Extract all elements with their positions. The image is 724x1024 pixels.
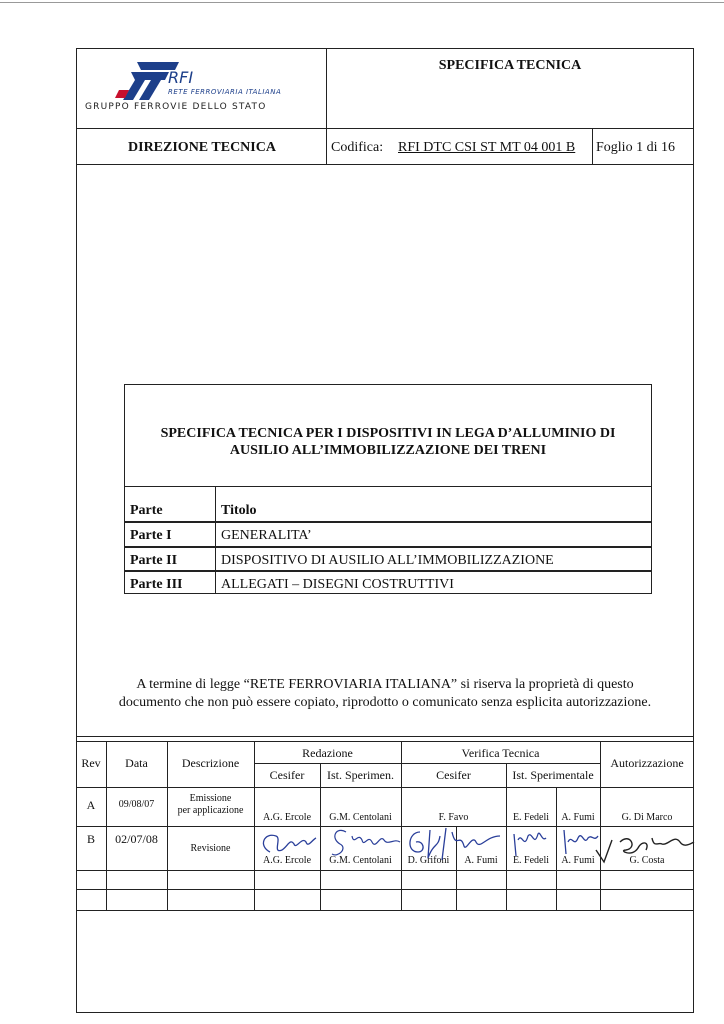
rev-b-red-ist: G.M. Centolani (329, 855, 392, 866)
logo-subtitle: RETE FERROVIARIA ITALIANA (168, 88, 282, 96)
logo-group: GRUPPO FERROVIE DELLO STATO (85, 102, 267, 112)
sheet-number: Foglio 1 di 16 (596, 140, 675, 155)
rev-b-descrizione: Revisione (190, 843, 231, 854)
parts-table-top (124, 486, 652, 487)
rev-subheader-cesifer-2: Cesifer (436, 768, 471, 782)
rev-b-ver-cesifer-1: D. Grifoni (407, 855, 450, 866)
rev-table-top-outer (76, 736, 694, 737)
ownership-notice (90, 676, 680, 712)
parts-header-part: Parte (130, 503, 163, 518)
rev-col-6 (506, 763, 507, 910)
rev-header-data: Data (125, 756, 148, 770)
document-title-line2: AUSILIO ALL’IMMOBILIZZAZIONE DEI TRENI (229, 443, 547, 458)
rev-subheader-rule (254, 763, 600, 764)
parts-row-1-part: Parte I (130, 528, 172, 543)
header-col-divider-2 (592, 128, 593, 164)
signature-red-ist (322, 824, 402, 862)
parts-row-3-title: ALLEGATI – DISEGNI COSTRUTTIVI (221, 577, 454, 592)
rev-header-rev: Rev (81, 756, 101, 770)
parts-row-1-title: GENERALITA’ (221, 528, 312, 543)
rev-a-ver-ist-2: A. Fumi (561, 812, 595, 823)
rev-header-verifica: Verifica Tecnica (461, 746, 540, 760)
rev-a-descrizione-line2: per applicazione (177, 805, 244, 816)
rev-subheader-ist-sperimentale: Ist. Sperimentale (512, 768, 594, 782)
signature-ver-cesifer (402, 822, 506, 864)
rev-b-ver-cesifer-2: A. Fumi (464, 855, 498, 866)
spec-title: SPECIFICA TECNICA (438, 58, 582, 73)
page-top-edge (0, 2, 724, 3)
document-title (124, 425, 652, 459)
rev-b-red-cesifer: A.G. Ercole (262, 855, 312, 866)
parts-col-divider (215, 486, 216, 594)
rev-b-ver-ist-1: E. Fedeli (512, 855, 550, 866)
parts-header-title: Titolo (221, 503, 257, 518)
codifica-label: Codifica: (331, 140, 384, 155)
header-bottom-rule (76, 164, 694, 165)
rev-a-data: 09/08/07 (118, 799, 155, 810)
parts-row-3-part: Parte III (130, 577, 183, 592)
direction-title: DIREZIONE TECNICA (128, 140, 276, 155)
rev-a-ver-cesifer: F. Favo (438, 812, 469, 823)
rev-b-rev: B (86, 832, 95, 846)
rev-a-red-cesifer: A.G. Ercole (262, 812, 312, 823)
parts-row-2-title: DISPOSITIVO DI AUSILIO ALL’IMMOBILIZZAZIONE (221, 553, 554, 568)
rev-row-b-bottom (76, 870, 694, 871)
document-title-line1: SPECIFICA TECNICA PER I DISPOSITIVI IN LEGA D’ALLUMINIO DI (160, 426, 616, 441)
parts-row-2-part: Parte II (130, 553, 178, 568)
rev-header-redazione: Redazione (302, 746, 353, 760)
rev-a-ver-ist-1: E. Fedeli (512, 812, 550, 823)
signature-autorizzazione (592, 828, 696, 868)
rev-b-autorizzazione: G. Costa (629, 855, 665, 866)
rev-header-bottom (76, 787, 694, 788)
parts-row-rule-1 (124, 546, 652, 548)
rev-header-autorizzazione: Autorizzazione (610, 756, 684, 770)
notice-line2: documento che non può essere copiato, riprodotto o comunicato senza esplicita autorizzazione. (118, 695, 652, 710)
rev-subheader-ist-sperimen: Ist. Sperimen. (327, 768, 394, 782)
signature-red-cesifer (256, 826, 320, 862)
rev-row-empty-1-bottom (76, 889, 694, 890)
rev-subheader-cesifer: Cesifer (269, 768, 305, 782)
header-divider (76, 128, 694, 129)
signature-ver-ist-1 (508, 826, 554, 860)
codifica-value: RFI DTC CSI ST MT 04 001 B (398, 140, 576, 155)
rev-a-autorizzazione: G. Di Marco (621, 812, 673, 823)
rev-col-4 (320, 763, 321, 910)
logo-brand: RFI (168, 68, 194, 87)
rev-a-red-ist: G.M. Centolani (329, 812, 392, 823)
rev-header-descrizione: Descrizione (181, 756, 240, 770)
rev-a-descrizione (167, 793, 254, 817)
rev-b-ver-ist-2: A. Fumi (561, 855, 595, 866)
rev-b-data: 02/07/08 (115, 832, 158, 846)
rev-a-rev: A (86, 798, 96, 812)
notice-line1: A termine di legge “RETE FERROVIARIA ITALIANA” si riserva la proprietà di questo (136, 677, 634, 692)
rev-col-3 (254, 741, 255, 910)
rev-col-6b (556, 787, 557, 910)
rev-row-empty-2-bottom (76, 910, 694, 911)
rev-table-top (76, 741, 694, 742)
parts-header-rule (124, 521, 652, 523)
rev-a-descrizione-line1: Emissione (189, 793, 232, 804)
parts-row-rule-2 (124, 570, 652, 572)
